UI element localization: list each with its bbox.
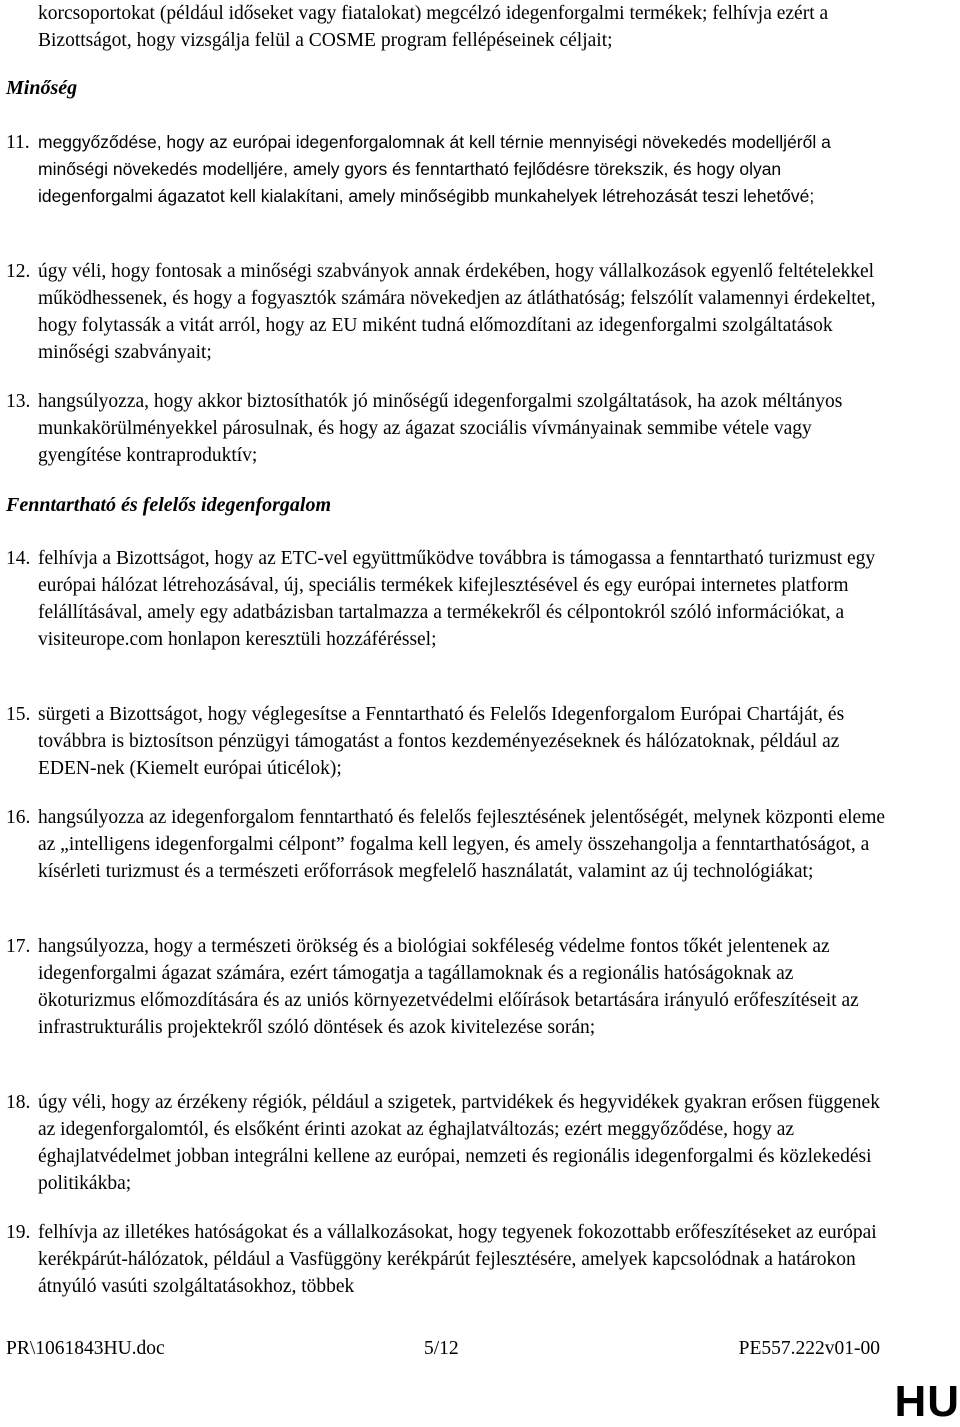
paragraph-16 [6, 804, 886, 885]
paragraph-15 [6, 701, 886, 782]
continuation-text: korcsoportokat (például időseket vagy fiatalokat) megcélzó idegenforgalmi termékek; felhívja ezért a Bizottságot, hogy vizsgálja felül a COSME program fellépéseinek céljait; [38, 3, 829, 51]
paragraph-text: felhívja a Bizottságot, hogy az ETC-vel együttműködve továbbra is támogassa a fenntartható turizmust egy európai hálózat létrehozásával, új, speciális termékek kifejlesztésével és egy európai internetes platform felállításával, amely egy adatbázisban tartalmazza a termékekről és célpontokról szóló információkat, a visiteurope.com honlapon keresztüli hozzáféréssel; [38, 548, 876, 650]
paragraph-11 [6, 129, 886, 210]
paragraph-text: felhívja az illetékes hatóságokat és a vállalkozásokat, hogy tegyenek fokozottabb erőfeszítéseket az európai kerékpárút-hálózatok, például a Vasfüggöny kerékpárút fejlesztésére, amelyek kapcsolódnak a határokon átnyúló vasúti szolgáltatásokhoz, többek [38, 1222, 877, 1297]
paragraph-number: 11. [6, 132, 30, 153]
footer-doc-ref: PR\1061843HU.doc [6, 1338, 165, 1359]
paragraph-number: 15. [6, 704, 31, 725]
paragraph-17 [6, 933, 886, 1041]
paragraph-number: 12. [6, 261, 31, 282]
paragraph-19 [6, 1219, 886, 1300]
paragraph-number: 13. [6, 391, 31, 412]
section-heading-quality: Minőség [6, 77, 78, 99]
language-tag: HU [894, 1377, 960, 1426]
section-heading-sustainable: Fenntartható és felelős idegenforgalom [6, 494, 331, 516]
paragraph-number: 16. [6, 807, 31, 828]
paragraph-text: hangsúlyozza, hogy akkor biztosíthatók jó minőségű idegenforgalmi szolgáltatások, ha azok méltányos munkakörülményekkel párosulnak, és hogy az ágazat szociális vívmányainak semmibe vétele vagy gyengítése kontraproduktív; [38, 391, 843, 466]
paragraph-13 [6, 388, 886, 469]
paragraph-text: úgy véli, hogy az érzékeny régiók, például a szigetek, partvidékek és hegyvidékek gyakran erősen függenek az idegenforgalomtól, és elsőként érinti azokat az éghajlatváltozás; ezért meggyőződése, hogy az éghajlatvédelmet jobban integrálni kellene az európai, nemzeti és regionális idegenforgalmi és közlekedési politikákba; [38, 1092, 880, 1194]
footer-pe-ref: PE557.222v01-00 [738, 1338, 880, 1359]
paragraph-number: 17. [6, 936, 31, 957]
paragraph-text: úgy véli, hogy fontosak a minőségi szabványok annak érdekében, hogy vállalkozások egyenlő feltételekkel működhessenek, és hogy a fogyasztók számára növekedjen az átláthatóság; felszólít valamennyi érdekeltet, hogy folytassák a vitát arról, hogy az EU miként tudná előmozdítani az idegenforgalmi szolgáltatások minőségi szabványait; [38, 261, 876, 363]
paragraph-text: meggyőződése, hogy az európai idegenforgalomnak át kell térnie mennyiségi növekedés modelljéről a minőségi növekedés modelljére, amely gyors és fenntartható fejlődésre törekszik, és hogy olyan idegenforgalmi ágazatot kell kialakítani, amely minőségibb munkahelyek létrehozását teszi lehetővé; [38, 132, 831, 206]
footer-page-number: 5/12 [424, 1338, 459, 1359]
paragraph-12 [6, 258, 886, 366]
paragraph-18 [6, 1089, 886, 1197]
page-footer [6, 1335, 880, 1362]
paragraph-14 [6, 545, 886, 653]
paragraph-text: sürgeti a Bizottságot, hogy véglegesítse a Fenntartható és Felelős Idegenforgalom Európai Chartáját, és továbbra is biztosítson pénzügyi támogatást a fontos kezdeményezéseknek és hálózatoknak, például az EDEN-nek (Kiemelt európai úticélok); [38, 704, 845, 779]
paragraph-number: 14. [6, 548, 31, 569]
paragraph-number: 19. [6, 1222, 31, 1243]
paragraph-number: 18. [6, 1092, 31, 1113]
paragraph-text: hangsúlyozza az idegenforgalom fenntartható és felelős fejlesztésének jelentőségét, melynek központi eleme az „intelligens idegenforgalmi célpont” fogalma kell legyen, és amely összehangolja a fenntarthatóságot, a kísérleti turizmust és a természeti erőforrások megfelelő használatát, valamint az új technológiákat; [38, 807, 886, 882]
paragraph-text: hangsúlyozza, hogy a természeti örökség és a biológiai sokféleség védelme fontos tőkét jelentenek az idegenforgalmi ágazat számára, ezért támogatja a tagállamoknak és a regionális hatóságoknak az ökoturizmus előmozdítására és az uniós környezetvédelmi előírások betartására irányuló erőfeszítéseit az infrastrukturális projektekről szóló döntések és azok kivitelezése során; [38, 936, 859, 1038]
